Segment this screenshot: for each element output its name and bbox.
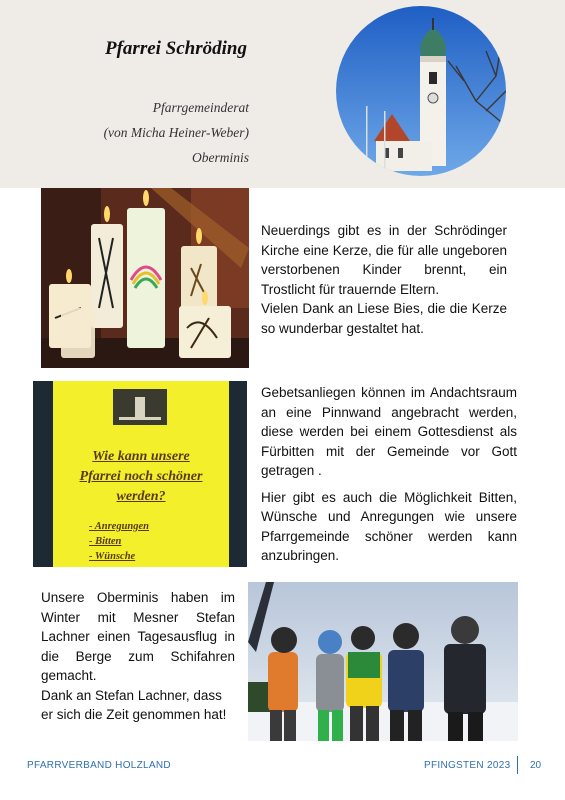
section1-text (261, 221, 507, 338)
poster-item: - Bitten (89, 536, 122, 547)
poster-picture (113, 389, 167, 425)
poster-photo (33, 381, 247, 567)
section3-paragraph2: Dank an Stefan Lachner, dass er sich die Zeit genommen hat! (41, 687, 227, 722)
section2-paragraph2: Hier gibt es auch die Möglichkeit Bitten, Wünsche und Anregungen wie unsere Pfarrgemeinde schöner werden kann anzubringen. (261, 489, 517, 563)
section3-text (41, 588, 235, 725)
poster-item: - Wünsche (89, 551, 136, 562)
meta-group: Pfarrgemeinderat (152, 100, 249, 115)
poster-headline (53, 447, 229, 507)
section1-paragraph2: Vielen Dank an Liese Bies, die die Kerze so wunderbar gestaltet hat. (261, 301, 507, 336)
candles-photo (41, 188, 249, 368)
section2-paragraph1: Gebetsanliegen können im Andachtsraum an eine Pinnwand angebracht werden, diese werden bei einem Gottesdienst als Fürbitten mit der Gemeinde vor Gott getragen . (261, 385, 517, 478)
footer-publisher: PFARRVERBAND HOLZLAND (27, 760, 171, 771)
poster-headline-line1: Wie kann unsere (92, 449, 190, 464)
church-photo (336, 6, 506, 176)
meta-section: Oberminis (192, 150, 249, 165)
ski-group-photo (248, 582, 518, 741)
footer-divider (517, 756, 518, 774)
section2-text (261, 383, 517, 566)
page-title: Pfarrei Schröding (105, 38, 247, 59)
section1-paragraph1: Neuerdings gibt es in der Schrödinger Kirche eine Kerze, die für alle ungeboren verstorbenen Kinder brennt, ein Trostlicht für trauernde Eltern. (261, 223, 507, 297)
poster-headline-line3: werden? (116, 489, 166, 504)
meta-author: (von Micha Heiner-Weber) (103, 125, 249, 140)
page-number: 20 (530, 760, 542, 771)
poster-list (89, 519, 149, 564)
poster-item: - Anregungen (89, 521, 150, 532)
poster-headline-line2: Pfarrei noch schöner (79, 469, 203, 484)
poster-sheet (53, 381, 229, 567)
author-meta (104, 95, 249, 170)
section3-paragraph1: Unsere Oberminis haben im Winter mit Mesner Stefan Lachner einen Tagesausflug in die Berge zum Schifahren gemacht. (41, 590, 235, 683)
footer-issue: PFINGSTEN 2023 (424, 760, 511, 771)
